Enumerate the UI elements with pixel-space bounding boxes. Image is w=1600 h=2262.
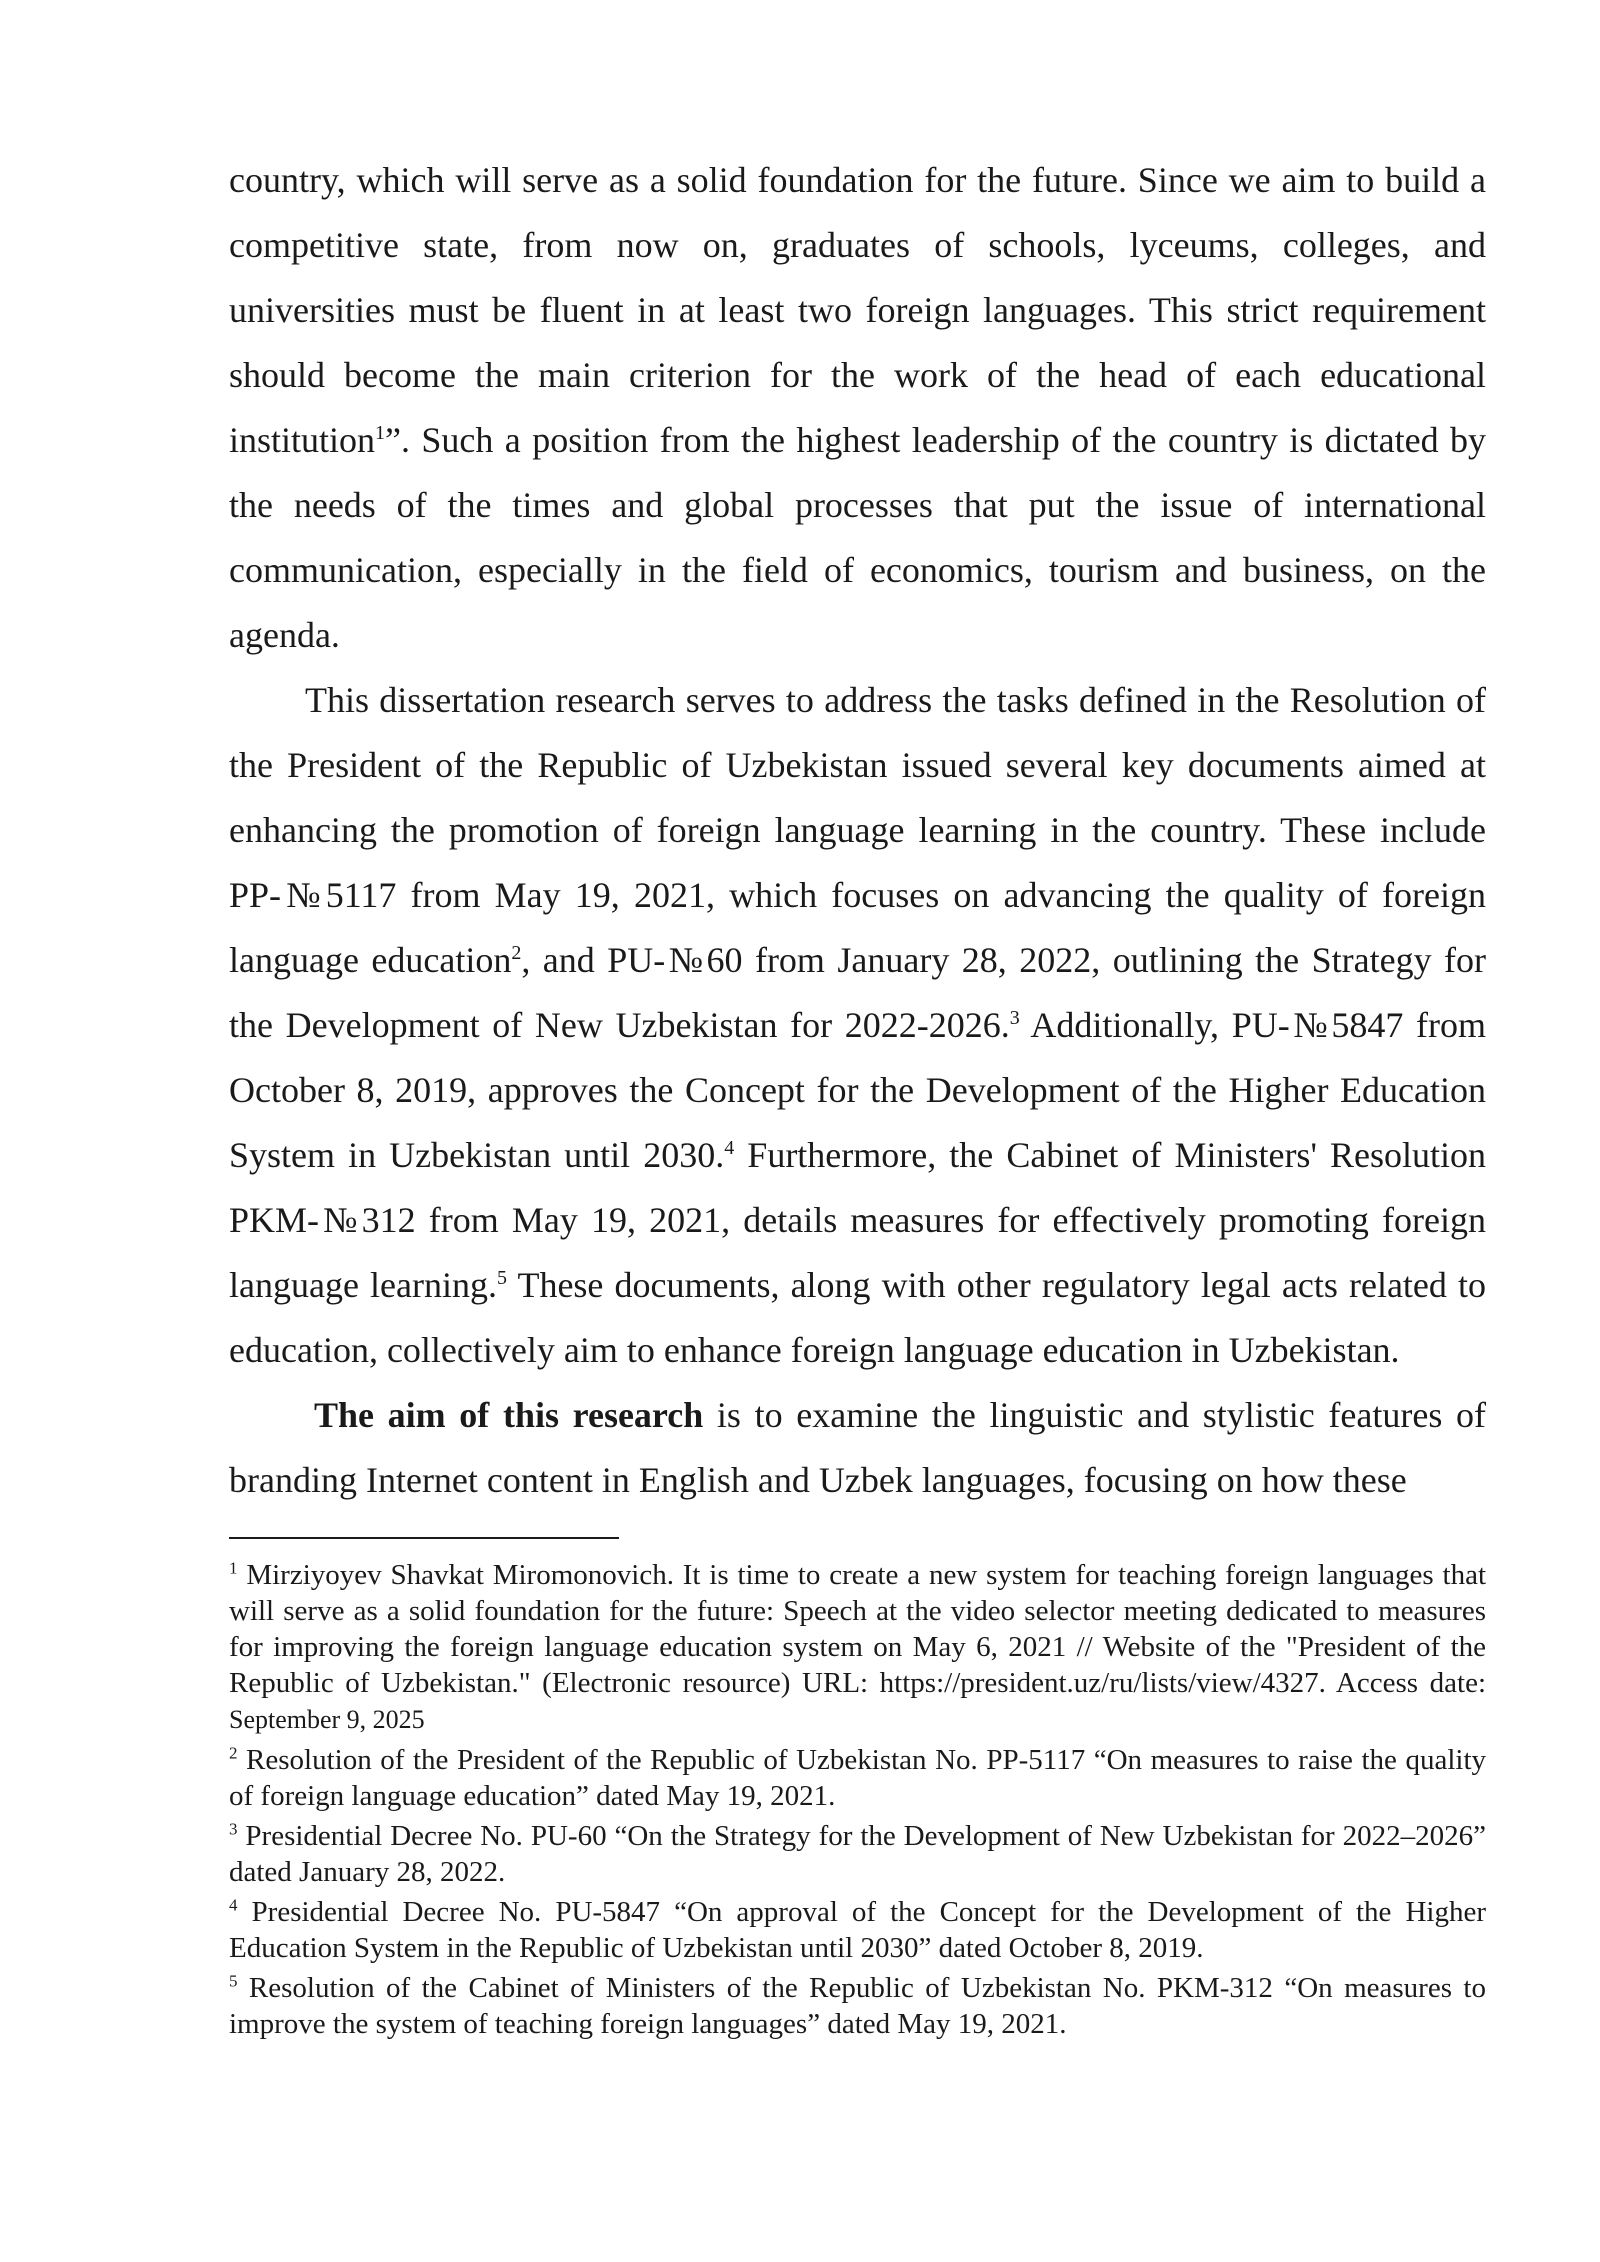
footnote-5 [229, 1970, 1486, 2042]
footnote-separator [229, 1537, 619, 1539]
footnote-ref-4: 4 [724, 1137, 735, 1159]
footnote-5-text: Resolution of the Cabinet of Ministers of the Republic of Uzbekistan No. PKM-312 “On measures to improve the system of teaching foreign languages” dated May 19, 2021. [229, 1972, 1486, 2040]
research-aim-heading: The aim of this research [314, 1395, 704, 1435]
paragraph-2-text-e: These documents, along with other regulatory legal acts related to education, collectively aim to enhance foreign language education in Uzbekistan. [229, 1265, 1487, 1370]
footnote-3-mark: 3 [229, 1819, 238, 1839]
footnote-2-text: Resolution of the President of the Republic of Uzbekistan No. PP-5117 “On measures to raise the quality of foreign language education” dated May 19, 2021. [229, 1744, 1486, 1812]
footnote-1 [229, 1557, 1486, 1738]
footnotes [229, 1557, 1486, 2042]
footnote-1-access-date: September 9, 2025 [229, 1705, 425, 1734]
paragraph-2-text-b: , and PU-№60 from January 28, 2022, outlining the Strategy for the Development of New Uzbekistan for 2022-2026. [229, 940, 1486, 1045]
footnote-3-text: Presidential Decree No. PU-60 “On the Strategy for the Development of New Uzbekistan for 2022–2026” dated January 28, 2022. [229, 1820, 1486, 1888]
paragraph-3-text: is to examine the linguistic and stylistic features of branding Internet content in English and Uzbek languages, focusing on how these [229, 1395, 1486, 1500]
footnote-ref-2: 2 [511, 942, 522, 964]
footnote-4 [229, 1894, 1486, 1966]
paragraph-2-text-c: Additionally, PU-№5847 from October 8, 2019, approves the Concept for the Development of the Higher Education System in Uzbekistan until 2030. [229, 1005, 1487, 1175]
paragraph-2 [229, 668, 1486, 1383]
footnote-3 [229, 1818, 1486, 1890]
paragraph-1-text-a: country, which will serve as a solid foundation for the future. Since we aim to build a competitive state, from now on, graduates of schools, lyceums, colleges, and universities must be fluent in at least two foreign languages. This strict requirement should become the main criterion for the work of the head of each educational institution [229, 160, 1486, 460]
document-page [229, 148, 1486, 2046]
footnote-ref-5: 5 [497, 1267, 507, 1289]
paragraph-2-text-d: Furthermore, the Cabinet of Ministers' Resolution PKM-№312 from May 19, 2021, details measures for effectively promoting foreign language learning. [229, 1135, 1487, 1305]
paragraph-1 [229, 148, 1486, 668]
footnote-2 [229, 1742, 1486, 1814]
footnote-4-text: Presidential Decree No. PU-5847 “On approval of the Concept for the Development of the Higher Education System in the Republic of Uzbekistan until 2030” dated October 8, 2019. [229, 1896, 1486, 1964]
footnote-ref-1: 1 [375, 422, 386, 444]
footnote-5-mark: 5 [229, 1971, 238, 1991]
footnote-4-mark: 4 [229, 1895, 238, 1915]
footnote-2-mark: 2 [229, 1743, 238, 1763]
footnote-1-mark: 1 [229, 1558, 238, 1578]
paragraph-2-text-a: This dissertation research serves to address the tasks defined in the Resolution of the President of the Republic of Uzbekistan issued several key documents aimed at enhancing the promotion of foreign language learning in the country. These include PP-№5117 from May 19, 2021, which focuses on advancing the quality of foreign language education [229, 680, 1486, 980]
paragraph-1-text-b: ”. Such a position from the highest leadership of the country is dictated by the needs of the times and global processes that put the issue of international communication, especially in the field of economics, tourism and business, on the agenda. [229, 420, 1486, 655]
paragraph-3 [229, 1383, 1486, 1513]
footnote-1-text: Mirziyoyev Shavkat Miromonovich. It is time to create a new system for teaching foreign languages that will serve as a solid foundation for the future: Speech at the video selector meeting dedicated to measures for improving the foreign language education system on May 6, 2021 // Website of the "President of the Republic of Uzbekistan." (Electronic resource) URL: https://president.uz/ru/lists/view/4327. Access date: [229, 1559, 1486, 1699]
footnote-ref-3: 3 [1009, 1007, 1020, 1029]
